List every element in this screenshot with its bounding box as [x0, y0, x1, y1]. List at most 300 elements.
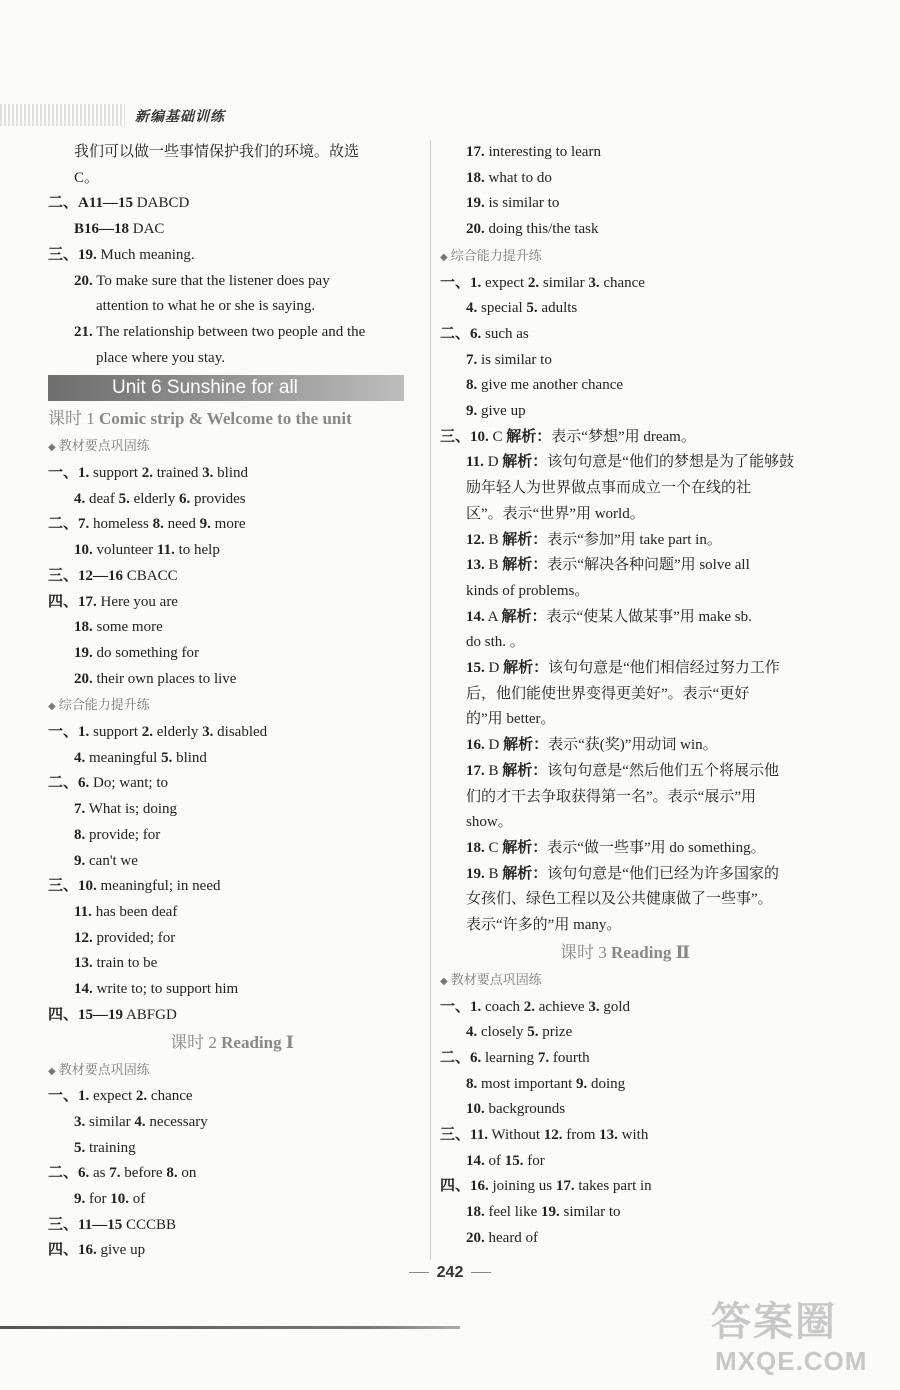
- item-number: 19.: [466, 865, 485, 882]
- item-text: with: [617, 1127, 649, 1144]
- item-text: most important: [477, 1075, 576, 1092]
- item-text: has been deaf: [91, 903, 178, 920]
- section-label: 一、: [48, 465, 79, 482]
- item-number: 解析：: [502, 839, 548, 856]
- item-number: 8.: [74, 826, 86, 843]
- subheading-text: 综合能力提升练: [58, 697, 150, 713]
- item-number: 3.: [74, 1113, 86, 1130]
- item-text: 区”。表示“世界”用 world。: [466, 505, 645, 522]
- item-number: 7.: [74, 801, 86, 818]
- item-number: 13.: [466, 557, 485, 574]
- answer-item: [440, 836, 810, 862]
- text-line: [440, 579, 810, 605]
- subheading-text: 教材要点巩固练: [58, 1061, 150, 1077]
- item-number: 10.: [110, 1191, 129, 1208]
- item-number: 20.: [466, 1229, 485, 1246]
- item-number: 11.: [466, 454, 484, 471]
- item-number: 19.: [540, 1204, 560, 1221]
- item-number: 11.: [156, 542, 175, 559]
- answer-item: [48, 874, 416, 900]
- item-number: 19.: [78, 246, 97, 263]
- item-text: D: [484, 660, 504, 677]
- item-text: do sth. 。: [466, 634, 525, 651]
- answer-item: [48, 720, 416, 746]
- item-number: 4.: [466, 1024, 478, 1041]
- answer-item: [440, 296, 810, 322]
- lesson-number: 课时 2: [170, 1032, 217, 1052]
- text-line: [48, 166, 416, 192]
- section-label: 三、: [48, 1216, 79, 1233]
- answer-item: [440, 1123, 810, 1149]
- answer-item: [48, 926, 416, 952]
- item-text: trained: [153, 465, 203, 482]
- item-text: give me another chance: [477, 377, 624, 394]
- item-text: blind: [172, 749, 207, 766]
- answer-item: [48, 269, 416, 295]
- item-text: DAC: [129, 221, 165, 238]
- item-number: 解析：: [501, 608, 547, 625]
- answer-item: [48, 461, 416, 487]
- item-number: 解析：: [502, 454, 548, 471]
- item-text: is similar to: [484, 195, 560, 212]
- item-number: 18.: [466, 169, 485, 186]
- answer-item: [48, 590, 416, 616]
- item-text: 表示“梦想”用 dream。: [551, 428, 696, 445]
- item-number: 解析：: [503, 737, 549, 754]
- item-number: 10.: [78, 878, 97, 895]
- item-text: Do; want; to: [89, 775, 169, 792]
- item-number: 10.: [74, 542, 93, 559]
- item-text: D: [483, 454, 503, 471]
- item-text: volunteer: [92, 542, 157, 559]
- item-text: special: [477, 300, 527, 317]
- item-number: 16.: [466, 737, 485, 754]
- item-text: CBACC: [123, 567, 178, 584]
- item-text: for: [85, 1191, 111, 1208]
- item-text: 表示“使某人做某事”用 make sb.: [546, 608, 752, 625]
- item-text: 的”用 better。: [466, 711, 556, 728]
- item-number: 4.: [74, 749, 86, 766]
- item-number: 3.: [588, 998, 600, 1015]
- item-text: B: [484, 557, 503, 574]
- section-subheading: [48, 692, 416, 720]
- watermark-logo: 答案圈 MXQE.COM: [711, 1300, 868, 1376]
- diamond-icon: ◆: [48, 1065, 56, 1077]
- item-text: their own places to live: [92, 670, 237, 687]
- answer-item: [48, 1213, 416, 1239]
- item-text: such as: [481, 325, 529, 342]
- item-number: 20.: [74, 670, 93, 687]
- item-number: 4.: [74, 490, 86, 507]
- page-number: 242: [0, 1264, 900, 1282]
- answer-item: [440, 399, 810, 425]
- section-label: 二、: [440, 325, 471, 342]
- item-number: 6.: [470, 1049, 482, 1066]
- answer-item: [440, 528, 810, 554]
- item-number: 1.: [78, 1088, 90, 1105]
- item-text: 表示“获(奖)”用动词 win。: [548, 737, 718, 754]
- item-number: 14.: [466, 608, 485, 625]
- item-text: DABCD: [133, 195, 190, 212]
- item-text: support: [89, 465, 142, 482]
- answer-item: [48, 320, 416, 346]
- item-number: 13.: [599, 1127, 618, 1144]
- item-text: similar to: [559, 1204, 621, 1221]
- item-text: some more: [92, 619, 163, 636]
- answer-item: [440, 733, 810, 759]
- answer-item: [48, 243, 416, 269]
- item-text: necessary: [145, 1113, 208, 1130]
- item-number: 18.: [466, 1204, 485, 1221]
- answer-item: [48, 797, 416, 823]
- item-text: more: [210, 516, 246, 533]
- item-text: chance: [599, 274, 645, 291]
- item-text: meaningful; in need: [96, 878, 221, 895]
- item-text: 们的才干去争取获得第一名”。表示“展示”用: [466, 788, 756, 805]
- item-number: 19.: [74, 644, 93, 661]
- answer-item: [440, 1046, 810, 1072]
- item-number: 解析：: [506, 428, 552, 445]
- section-label: 三、: [440, 428, 471, 445]
- item-number: 6.: [78, 1165, 90, 1182]
- item-number: 16.: [78, 1242, 97, 1259]
- section-label: 一、: [440, 274, 471, 291]
- text-line: [440, 810, 810, 836]
- item-number: 10.: [466, 1101, 485, 1118]
- answer-item: [440, 1174, 810, 1200]
- section-label: 二、: [48, 516, 79, 533]
- answer-item: [48, 1187, 416, 1213]
- item-number: 11.: [74, 903, 92, 920]
- item-text: 该句句意是“他们相信经过努力工作: [548, 660, 780, 677]
- item-number: 17.: [555, 1178, 575, 1195]
- item-number: 12.: [74, 929, 93, 946]
- item-text: provided; for: [92, 929, 176, 946]
- item-text: The relationship between two people and the: [92, 323, 366, 340]
- item-number: 9.: [74, 852, 86, 869]
- answer-item: [440, 553, 810, 579]
- section-label: 四、: [48, 593, 79, 610]
- item-text: D: [484, 737, 504, 754]
- item-number: 6.: [78, 775, 90, 792]
- item-text: of: [129, 1191, 146, 1208]
- item-number: 3.: [202, 724, 214, 741]
- answer-item: [440, 759, 810, 785]
- section-label: 二、: [440, 1049, 471, 1066]
- lesson-number: 课时 3: [559, 942, 607, 962]
- section-subheading: [440, 967, 810, 995]
- item-text: is similar to: [477, 351, 552, 368]
- item-text: disabled: [213, 724, 268, 741]
- answer-item: [48, 771, 416, 797]
- section-label: 四、: [440, 1178, 471, 1195]
- item-text: B: [484, 762, 503, 779]
- item-number: 11—15: [88, 195, 134, 212]
- item-text: B: [484, 865, 503, 882]
- item-text: training: [85, 1139, 136, 1156]
- answer-item: [440, 140, 810, 166]
- answer-item: [48, 641, 416, 667]
- item-number: 12—16: [78, 567, 124, 584]
- item-number: 9.: [74, 1191, 86, 1208]
- item-text: to help: [174, 542, 220, 559]
- answer-item: [48, 1238, 416, 1264]
- item-text: 表示“参加”用 take part in。: [547, 531, 722, 548]
- section-label: 四、: [48, 1006, 79, 1023]
- item-text: closely: [477, 1024, 528, 1041]
- item-number: 8.: [152, 516, 164, 533]
- unit-banner: Unit 6 Sunshine for all: [48, 375, 404, 401]
- diamond-icon: ◆: [440, 251, 448, 263]
- section-label: 四、: [48, 1242, 79, 1259]
- answer-item: [48, 191, 416, 217]
- subheading-text: 综合能力提升练: [450, 247, 542, 263]
- answer-item: [440, 1149, 810, 1175]
- item-text: feel like: [484, 1204, 541, 1221]
- item-text: for: [523, 1152, 545, 1169]
- answer-item: [48, 512, 416, 538]
- item-number: 11—15: [78, 1216, 123, 1233]
- header-decoration: [0, 104, 125, 126]
- answer-item: [48, 823, 416, 849]
- text-line: [440, 785, 810, 811]
- answer-item: [48, 977, 416, 1003]
- item-text: can't we: [85, 852, 138, 869]
- item-number: 14.: [466, 1152, 485, 1169]
- section-label: 二、: [48, 775, 79, 792]
- item-number: 13.: [74, 955, 93, 972]
- answer-item: [48, 1161, 416, 1187]
- item-number: 9.: [199, 516, 211, 533]
- item-text: attention to what he or she is saying.: [96, 298, 316, 315]
- item-number: 18.: [466, 839, 485, 856]
- item-number: 9.: [576, 1075, 588, 1092]
- section-subheading: [48, 433, 416, 461]
- item-text: need: [163, 516, 200, 533]
- item-text: B: [484, 531, 503, 548]
- item-text: fourth: [549, 1049, 590, 1066]
- item-number: 6.: [470, 325, 482, 342]
- section-label: B: [74, 221, 85, 238]
- item-text: on: [177, 1165, 197, 1182]
- answer-item: [440, 656, 810, 682]
- item-text: chance: [147, 1088, 193, 1105]
- diamond-icon: ◆: [48, 442, 56, 454]
- item-number: 5.: [161, 749, 173, 766]
- item-text: doing: [587, 1075, 626, 1092]
- answer-item: [48, 951, 416, 977]
- item-text: elderly: [153, 724, 203, 741]
- item-text: Much meaning.: [96, 246, 195, 263]
- item-text: CCCBB: [122, 1216, 176, 1233]
- section-label: 二、: [48, 1165, 79, 1182]
- text-line: [48, 294, 416, 320]
- item-text: as: [89, 1165, 110, 1182]
- item-text: deaf: [85, 490, 119, 507]
- item-number: 解析：: [502, 762, 548, 779]
- item-text: 表示“做一些事”用 do something。: [547, 839, 766, 856]
- answer-item: [440, 191, 810, 217]
- item-text: similar: [539, 274, 589, 291]
- item-number: 解析：: [502, 557, 548, 574]
- item-text: coach: [481, 998, 524, 1015]
- item-text: expect: [89, 1088, 136, 1105]
- item-number: 5.: [118, 490, 130, 507]
- item-text: of: [484, 1152, 505, 1169]
- lesson-title: Reading Ⅱ: [606, 942, 691, 962]
- item-number: 20.: [74, 272, 93, 289]
- item-text: C: [488, 428, 507, 445]
- answer-item: [48, 615, 416, 641]
- item-text: 该句句意是“他们已经为许多国家的: [547, 865, 779, 882]
- item-number: 15—19: [78, 1006, 124, 1023]
- lesson-heading: [440, 939, 810, 967]
- item-number: 12.: [543, 1127, 563, 1144]
- item-number: 4.: [466, 300, 478, 317]
- item-number: 15.: [504, 1152, 524, 1169]
- section-subheading: [440, 243, 810, 271]
- answer-item: [48, 487, 416, 513]
- item-number: 8.: [466, 1075, 478, 1092]
- item-text: C: [484, 839, 503, 856]
- item-number: 12.: [466, 531, 485, 548]
- item-text: provides: [190, 490, 246, 507]
- lesson-heading: [48, 1029, 416, 1057]
- answer-item: [440, 217, 810, 243]
- item-number: 14.: [74, 981, 93, 998]
- item-number: 7.: [466, 351, 478, 368]
- item-text: write to; to support him: [92, 981, 239, 998]
- section-label: 三、: [440, 1127, 471, 1144]
- section-label: 三、: [48, 246, 79, 263]
- item-text: provide; for: [85, 826, 161, 843]
- answer-item: [440, 322, 810, 348]
- item-text: support: [89, 724, 142, 741]
- answer-item: [48, 1003, 416, 1029]
- answer-item: [48, 564, 416, 590]
- item-text: from: [562, 1127, 600, 1144]
- item-text: elderly: [129, 490, 179, 507]
- item-number: 8.: [466, 377, 478, 394]
- item-number: 解析：: [502, 531, 548, 548]
- section-subheading: [48, 1057, 416, 1085]
- answer-item: [48, 746, 416, 772]
- item-text: 表示“许多的”用 many。: [466, 917, 622, 934]
- item-number: 10.: [470, 428, 489, 445]
- answer-item: [48, 217, 416, 243]
- section-label: 三、: [48, 878, 79, 895]
- item-number: 16—18: [84, 221, 130, 238]
- item-number: 8.: [166, 1165, 178, 1182]
- item-number: 5.: [74, 1139, 86, 1156]
- lesson-title: Reading Ⅰ: [216, 1032, 294, 1052]
- item-text: homeless: [89, 516, 153, 533]
- text-line: [440, 630, 810, 656]
- answer-item: [440, 605, 810, 631]
- lesson-title: Comic strip & Welcome to the unit: [94, 409, 352, 429]
- answer-item: [48, 1136, 416, 1162]
- text-line: [440, 707, 810, 733]
- item-text: do something for: [92, 644, 199, 661]
- item-number: 9.: [466, 403, 478, 420]
- item-number: 5.: [526, 300, 538, 317]
- item-number: 2.: [141, 724, 154, 741]
- answer-item: [440, 373, 810, 399]
- column-divider: [430, 140, 431, 1260]
- item-number: 7.: [537, 1049, 550, 1066]
- dash-right: [471, 1272, 491, 1273]
- item-text: what to do: [484, 169, 552, 186]
- item-number: 11.: [470, 1127, 488, 1144]
- item-text: train to be: [92, 955, 158, 972]
- answer-item: [48, 900, 416, 926]
- item-text: similar: [85, 1113, 135, 1130]
- item-text: 励年轻人为世界做点事而成立一个在线的社: [466, 480, 752, 497]
- diamond-icon: ◆: [440, 975, 448, 987]
- left-column: [48, 140, 416, 1264]
- answer-item: [440, 995, 810, 1021]
- item-number: 2.: [141, 465, 154, 482]
- item-text: learning: [481, 1049, 538, 1066]
- item-number: 4.: [134, 1113, 146, 1130]
- text-line: [440, 887, 810, 913]
- dash-left: [409, 1272, 429, 1273]
- book-title: 新编基础训练: [135, 109, 225, 125]
- item-text: achieve: [535, 998, 589, 1015]
- text-line: [48, 346, 416, 372]
- item-text: doing this/the task: [484, 221, 599, 238]
- item-number: 7.: [78, 516, 90, 533]
- item-text: 表示“解决各种问题”用 solve all: [547, 557, 750, 574]
- answer-item: [440, 1226, 810, 1252]
- item-number: 15.: [466, 660, 485, 677]
- item-number: 21.: [74, 323, 93, 340]
- lesson-heading: [48, 405, 416, 433]
- item-text: takes part in: [574, 1178, 652, 1195]
- item-text: blind: [213, 465, 249, 482]
- answer-item: [440, 425, 810, 451]
- item-number: 1.: [470, 998, 482, 1015]
- item-text: interesting to learn: [484, 144, 601, 160]
- answer-item: [440, 862, 810, 888]
- item-text: prize: [538, 1024, 573, 1041]
- answer-item: [48, 538, 416, 564]
- text-line: [440, 682, 810, 708]
- answer-item: [440, 271, 810, 297]
- lesson-number: 课时 1: [48, 409, 95, 429]
- item-text: joining us: [488, 1178, 556, 1195]
- item-text: A: [484, 608, 502, 625]
- item-text: place where you stay.: [96, 349, 225, 366]
- item-text: give up: [477, 403, 526, 420]
- item-text: backgrounds: [484, 1101, 566, 1118]
- item-text: What is; doing: [85, 801, 178, 818]
- section-label: 三、: [48, 567, 79, 584]
- item-number: 20.: [466, 221, 485, 238]
- item-text: ABFGD: [123, 1006, 177, 1023]
- item-text: C。: [74, 169, 100, 186]
- item-text: gold: [599, 998, 630, 1015]
- answer-item: [440, 1200, 810, 1226]
- text-line: [440, 502, 810, 528]
- text-line: [440, 913, 810, 939]
- item-text: before: [120, 1165, 167, 1182]
- item-text: expect: [481, 274, 528, 291]
- item-number: 2.: [135, 1088, 148, 1105]
- item-number: 5.: [527, 1024, 539, 1041]
- item-text: heard of: [484, 1229, 539, 1246]
- answer-item: [440, 348, 810, 374]
